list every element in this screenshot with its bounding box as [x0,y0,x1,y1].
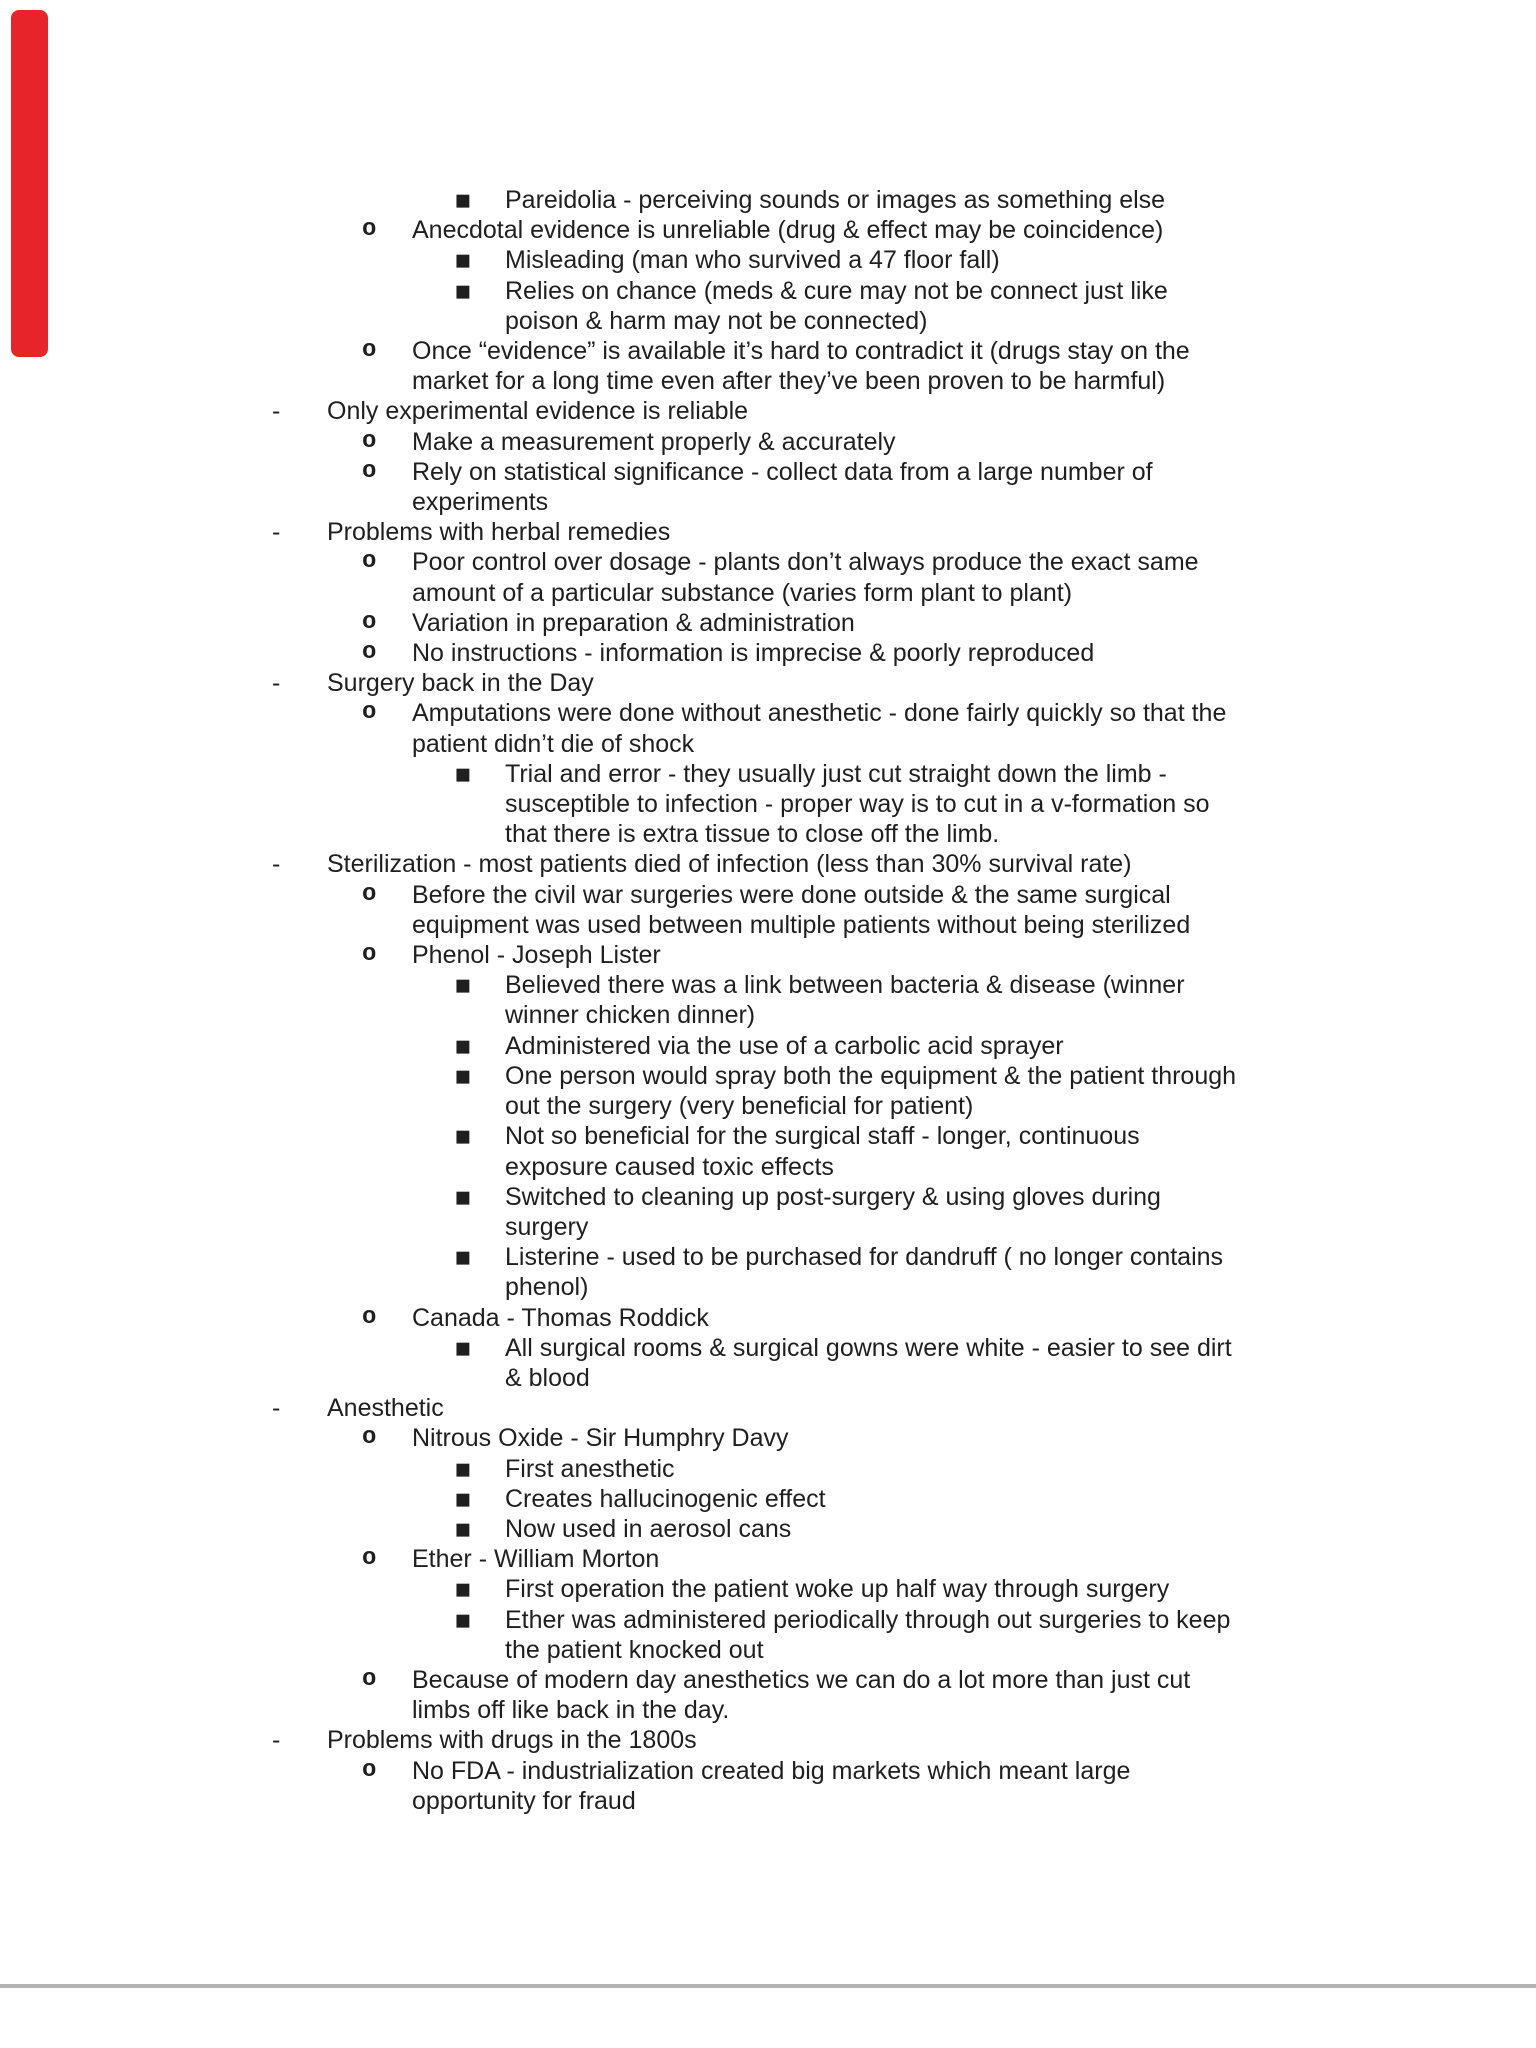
text-line: Creates hallucinogenic effect [505,1484,826,1513]
list-item [0,276,1536,336]
text-line: out the surgery (very beneficial for patient) [505,1092,974,1121]
list-item [0,185,1536,215]
list-item [0,880,1536,940]
list-item [0,1031,1536,1061]
square-bullet-icon: ▪ [454,275,472,306]
text-line: Relies on chance (meds & cure may not be connect just like [505,276,1168,305]
text-line: Anesthetic [327,1394,444,1423]
text-line: poison & harm may not be connected) [505,306,928,335]
text-line: opportunity for fraud [412,1786,636,1815]
dash-bullet-icon: - [272,850,281,879]
text-line: Ether - William Morton [412,1545,660,1574]
text-line: Listerine - used to be purchased for dandruff ( no longer contains [505,1243,1224,1272]
text-line: One person would spray both the equipment & the patient through [505,1061,1237,1090]
list-item [0,1574,1536,1604]
text-line: equipment was used between multiple patients without being sterilized [412,910,1191,939]
list-item [0,1544,1536,1574]
list-item [0,638,1536,668]
text-line: patient didn’t die of shock [412,729,695,758]
dash-bullet-icon: - [272,669,281,698]
text-line: market for a long time even after they’ve been proven to be harmful) [412,367,1166,396]
list-item [0,759,1536,850]
list-item [0,970,1536,1030]
circle-o-bullet-icon: o [362,639,377,667]
list-item [0,1393,1536,1423]
page-divider-line [0,1984,1536,1988]
list-item [0,1182,1536,1242]
text-line: the patient knocked out [505,1635,764,1664]
text-line: Once “evidence” is available it’s hard to contradict it (drugs stay on the [412,337,1190,366]
list-item [0,427,1536,457]
list-item [0,698,1536,758]
square-bullet-icon: ▪ [454,1513,472,1544]
list-item [0,940,1536,970]
list-item [0,547,1536,607]
circle-o-bullet-icon: o [362,608,377,636]
circle-o-bullet-icon: o [362,1303,377,1331]
text-line: All surgical rooms & surgical gowns were white - easier to see dirt [505,1333,1232,1362]
list-item [0,1605,1536,1665]
list-item [0,336,1536,396]
circle-o-bullet-icon: o [362,1665,377,1693]
text-line: experiments [412,488,549,517]
list-item [0,457,1536,517]
text-line: No FDA - industrialization created big markets which meant large [412,1756,1131,1785]
text-line: Because of modern day anesthetics we can do a lot more than just cut [412,1665,1191,1694]
list-item [0,1454,1536,1484]
circle-o-bullet-icon: o [362,1756,377,1784]
text-line: phenol) [505,1273,589,1302]
text-line: amount of a particular substance (varies form plant to plant) [412,578,1073,607]
text-line: Rely on statistical significance - collect data from a large number of [412,457,1153,486]
text-line: Anecdotal evidence is unreliable (drug & effect may be coincidence) [412,216,1164,245]
list-item [0,1061,1536,1121]
list-item [0,1665,1536,1725]
square-bullet-icon: ▪ [454,758,472,789]
dash-bullet-icon: - [272,1394,281,1423]
circle-o-bullet-icon: o [362,1545,377,1573]
list-item [0,608,1536,638]
circle-o-bullet-icon: o [362,427,377,455]
circle-o-bullet-icon: o [362,457,377,485]
square-bullet-icon: ▪ [454,245,472,276]
text-line: Trial and error - they usually just cut straight down the limb - [505,759,1167,788]
list-item [0,517,1536,547]
notes-outline-list [0,185,1536,1816]
text-line: Ether was administered periodically through out surgeries to keep [505,1605,1231,1634]
text-line: Only experimental evidence is reliable [327,397,749,426]
text-line: Believed there was a link between bacteria & disease (winner [505,971,1185,1000]
list-item [0,1514,1536,1544]
list-item [0,245,1536,275]
text-line: surgery [505,1212,589,1241]
list-item [0,1333,1536,1393]
square-bullet-icon: ▪ [454,185,472,215]
square-bullet-icon: ▪ [454,1060,472,1091]
text-line: & blood [505,1363,590,1392]
list-item [0,1242,1536,1302]
text-line: Phenol - Joseph Lister [412,941,661,970]
square-bullet-icon: ▪ [454,1181,472,1212]
text-line: Problems with herbal remedies [327,518,671,547]
text-line: First operation the patient woke up half way through surgery [505,1575,1170,1604]
text-line: Surgery back in the Day [327,669,594,698]
square-bullet-icon: ▪ [454,1121,472,1152]
text-line: that there is extra tissue to close off the limb. [505,820,1000,849]
list-item [0,849,1536,879]
text-line: susceptible to infection - proper way is to cut in a v-formation so [505,790,1210,819]
text-line: Variation in preparation & administration [412,608,855,637]
square-bullet-icon: ▪ [454,1453,472,1484]
circle-o-bullet-icon: o [362,216,377,244]
text-line: Misleading (man who survived a 47 floor fall) [505,246,1000,275]
text-line: Nitrous Oxide - Sir Humphry Davy [412,1424,789,1453]
text-line: Pareidolia - perceiving sounds or images as something else [505,186,1166,214]
text-line: Amputations were done without anesthetic - done fairly quickly so that the [412,699,1227,728]
text-line: winner chicken dinner) [505,1001,756,1030]
square-bullet-icon: ▪ [454,1332,472,1363]
square-bullet-icon: ▪ [454,1604,472,1635]
circle-o-bullet-icon: o [362,880,377,908]
dash-bullet-icon: - [272,1726,281,1755]
list-item [0,1303,1536,1333]
square-bullet-icon: ▪ [454,970,472,1001]
list-item [0,1756,1536,1816]
list-item [0,215,1536,245]
square-bullet-icon: ▪ [454,1242,472,1273]
text-line: Before the civil war surgeries were done outside & the same surgical [412,880,1171,909]
text-line: Poor control over dosage - plants don’t always produce the exact same [412,548,1199,577]
circle-o-bullet-icon: o [362,699,377,727]
text-line: exposure caused toxic effects [505,1152,834,1181]
square-bullet-icon: ▪ [454,1483,472,1514]
list-item [0,668,1536,698]
text-line: First anesthetic [505,1454,675,1483]
text-line: Canada - Thomas Roddick [412,1303,709,1332]
circle-o-bullet-icon: o [362,1424,377,1452]
text-line: No instructions - information is imprecise & poorly reproduced [412,639,1095,668]
list-item [0,396,1536,426]
circle-o-bullet-icon: o [362,941,377,969]
text-line: limbs off like back in the day. [412,1696,730,1725]
text-line: Now used in aerosol cans [505,1514,792,1543]
list-item [0,1121,1536,1181]
list-item [0,1484,1536,1514]
dash-bullet-icon: - [272,518,281,547]
circle-o-bullet-icon: o [362,337,377,365]
list-item [0,1423,1536,1453]
text-line: Switched to cleaning up post-surgery & using gloves during [505,1182,1161,1211]
list-item [0,1725,1536,1755]
text-line: Make a measurement properly & accurately [412,427,896,456]
circle-o-bullet-icon: o [362,548,377,576]
text-line: Problems with drugs in the 1800s [327,1726,697,1755]
text-line: Not so beneficial for the surgical staff - longer, continuous [505,1122,1140,1151]
dash-bullet-icon: - [272,397,281,426]
text-line: Sterilization - most patients died of infection (less than 30% survival rate) [327,850,1132,879]
square-bullet-icon: ▪ [454,1574,472,1605]
text-line: Administered via the use of a carbolic acid sprayer [505,1031,1064,1060]
square-bullet-icon: ▪ [454,1030,472,1061]
